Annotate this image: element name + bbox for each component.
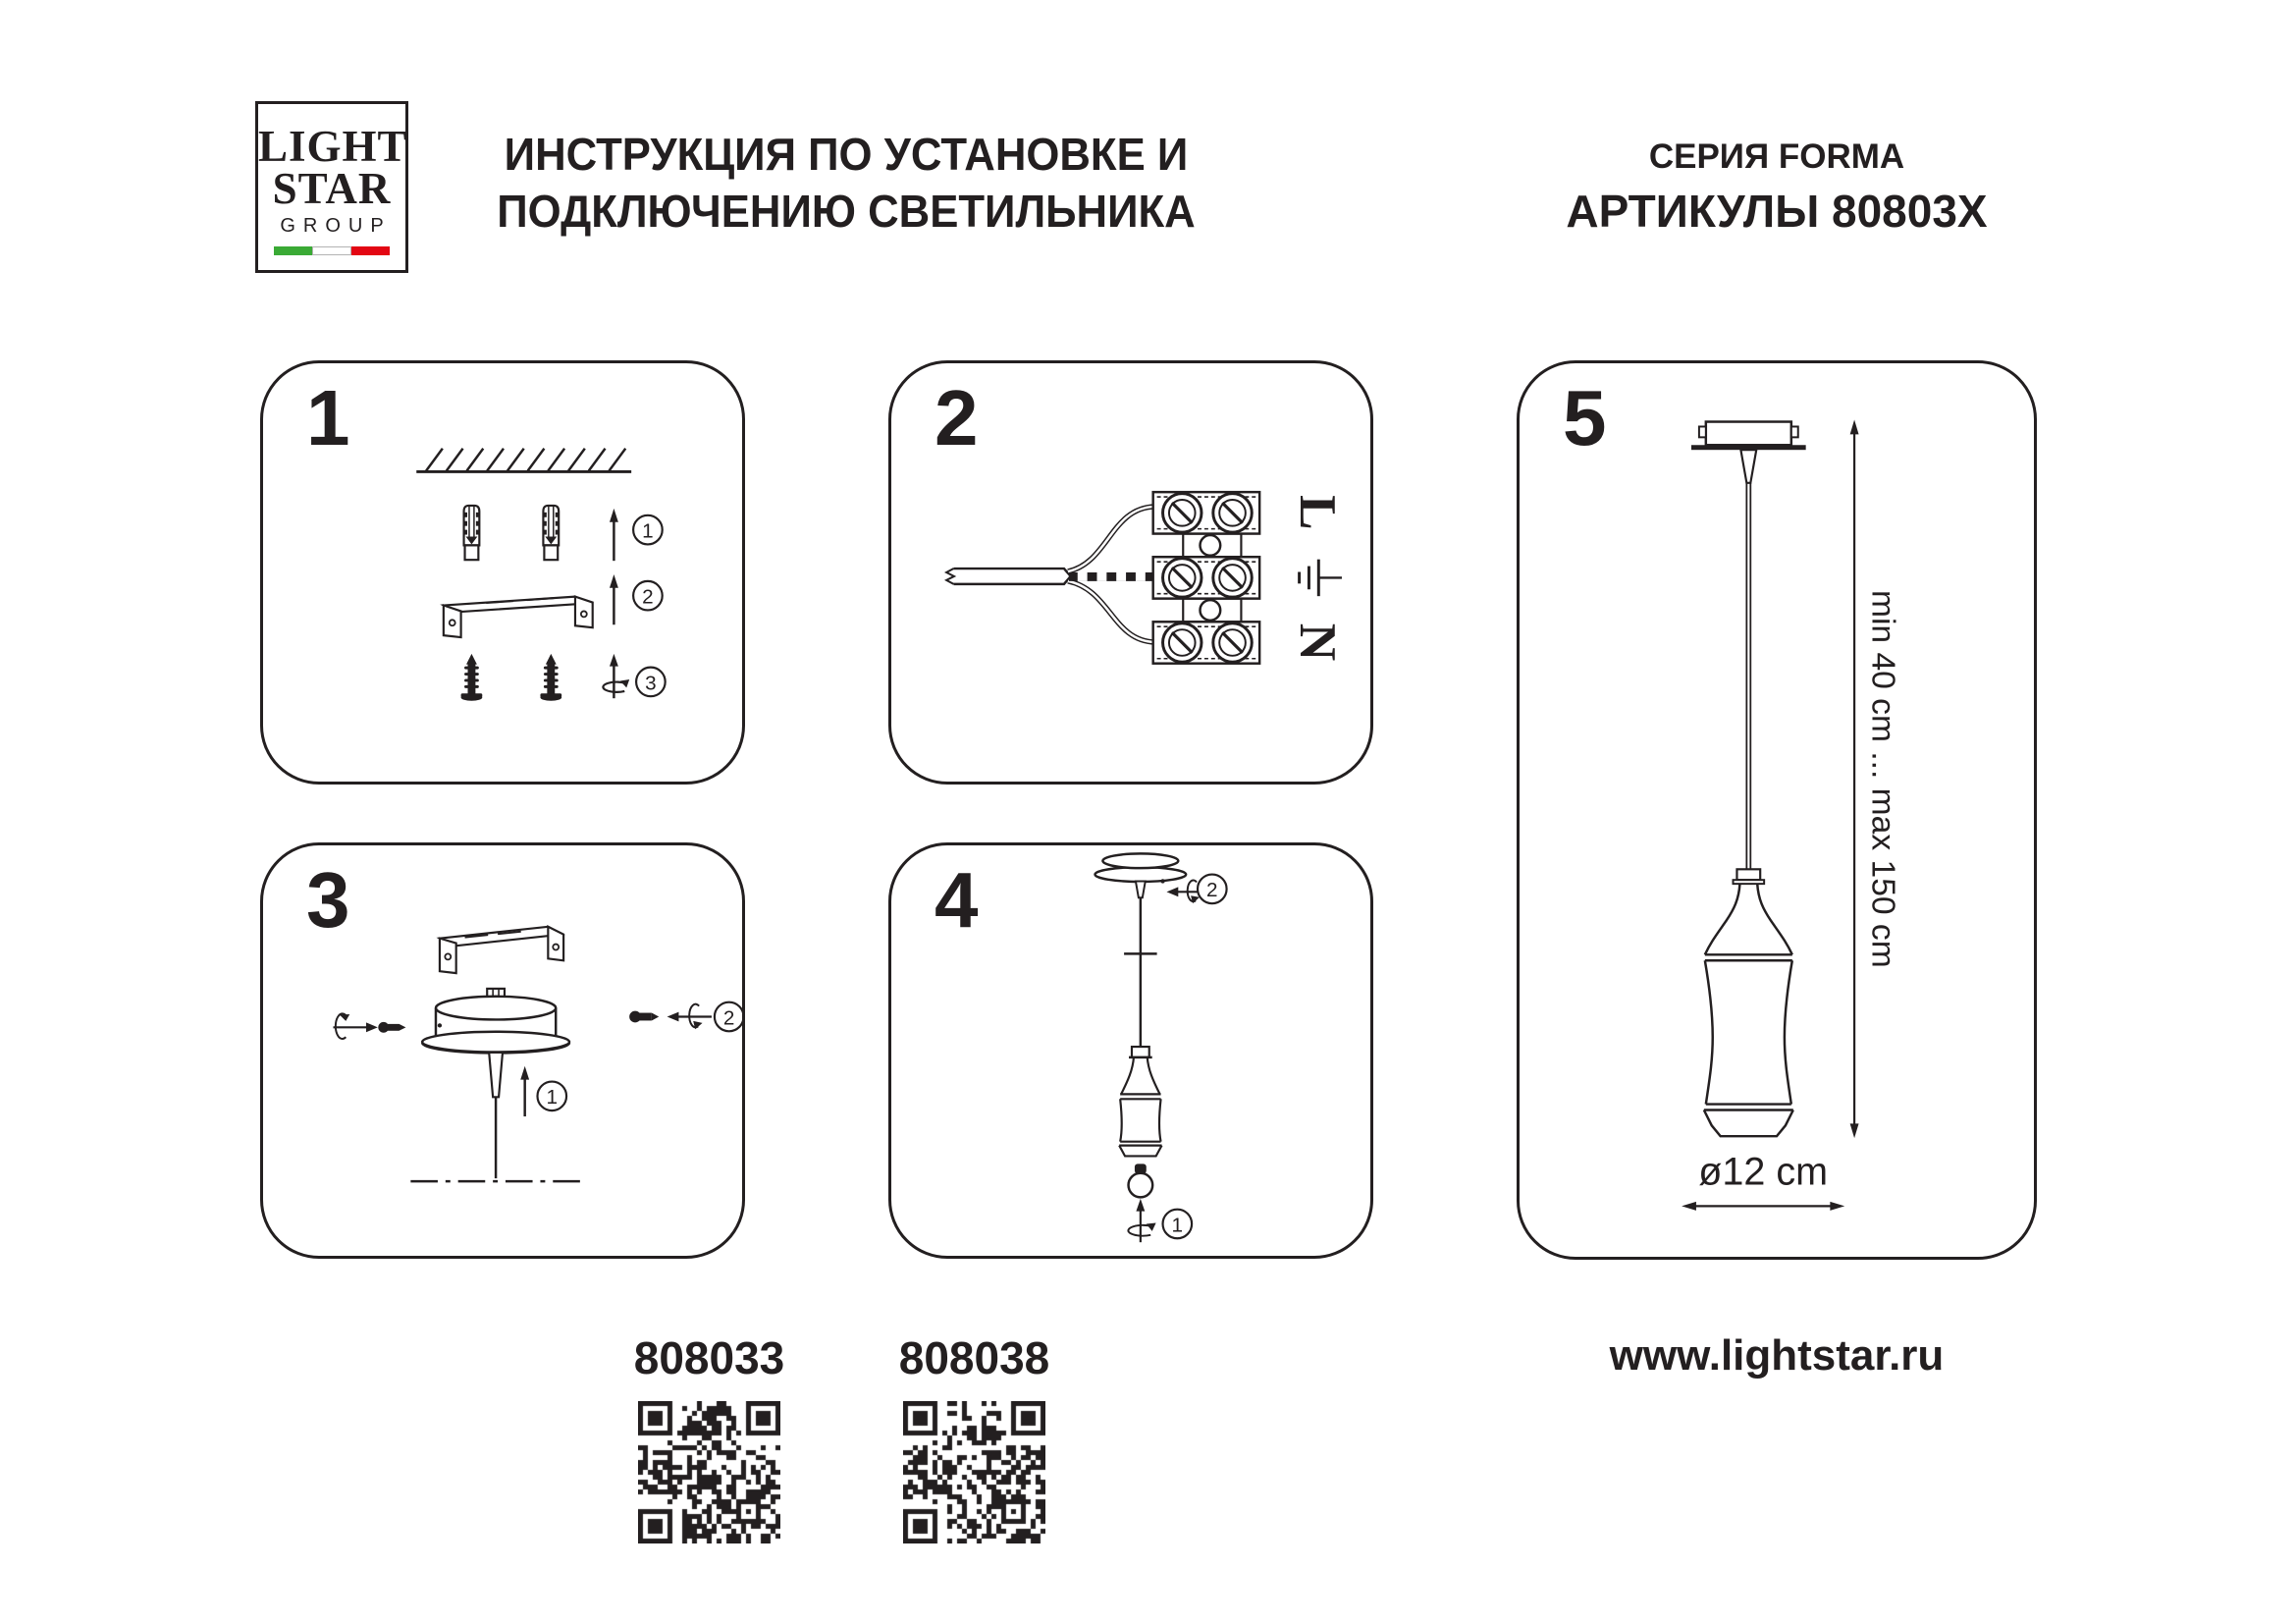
svg-text:2: 2 [722,1006,735,1030]
mounting-bracket-icon [440,927,563,973]
italian-flag-icon [274,246,390,255]
panel-step-2 [888,360,1373,785]
wire-live-icon [1068,507,1155,571]
screw-rotate-icon [603,654,629,698]
logo-star: STAR [272,164,392,213]
website-url: www.lightstar.ru [1609,1331,1945,1380]
wall-anchor-icon [464,506,480,560]
panel-1-diagram [263,363,742,782]
step-2-badge [633,581,663,611]
svg-text:1: 1 [1171,1214,1184,1237]
lamp-shade-icon [1119,1047,1161,1156]
height-range-label: min 40 cm ... max 150 cm [1864,589,1901,968]
step-1-badge [633,515,663,545]
title-line-2: ПОДКЛЮЧЕНИЮ СВЕТИЛЬНИКА [497,186,1196,237]
logo-group: GROUP [280,215,392,237]
diameter-label: ø12 cm [1698,1150,1829,1194]
panel-3-diagram [263,845,742,1256]
panel-1-number: 1 [306,374,350,461]
qr-code [638,1401,780,1543]
lightstar-logo [255,101,408,273]
lamp-shade-icon [1704,869,1793,1136]
light-bulb-icon [1129,1164,1153,1197]
panel-step-1 [260,360,745,785]
panel-3-number: 3 [306,856,350,944]
series-label: СЕРИЯ FORMA [1648,137,1905,176]
qr-code [903,1401,1045,1543]
screw-rotate-icon [333,1013,377,1039]
suspension-cord-icon [1746,483,1750,869]
svg-text:3: 3 [645,672,657,695]
panel-step-3 [260,842,745,1259]
canopy-icon [1691,422,1806,483]
screw-icon [378,1022,405,1033]
suspension-cord-icon [1124,897,1157,1047]
power-cable-icon [946,568,1070,584]
screw-rotate-icon [667,1004,712,1030]
wire-neutral-icon [1068,581,1155,642]
page-title [427,126,1266,240]
panel-5-diagram [1520,363,2034,1257]
terminal-label-neutral: N [1288,623,1347,662]
panel-step-5 [1517,360,2037,1260]
panel-step-4 [888,842,1373,1259]
screw-icon [629,1011,659,1023]
step-1-badge [1163,1210,1193,1239]
ceiling-hatch-icon [416,449,631,472]
panel-5-number: 5 [1563,374,1607,461]
wall-anchor-icon [543,506,559,560]
terminal-block [1153,492,1259,533]
mounting-bracket-icon [444,597,593,637]
logo-light: LIGHT [258,122,408,171]
arrow-up-icon [520,1066,529,1116]
ground-symbol-icon [1300,560,1342,596]
articles-label: АРТИКУЛЫ 80803X [1566,186,1988,237]
panel-2-number: 2 [934,374,979,461]
arrow-up-icon [610,574,618,624]
svg-text:1: 1 [546,1086,559,1110]
svg-text:2: 2 [1206,879,1218,902]
svg-text:2: 2 [642,585,654,609]
step-1-badge [537,1082,566,1111]
terminal-block [1153,557,1259,598]
terminal-label-live: L [1288,495,1347,530]
article-code-2: 808038 [898,1332,1050,1383]
screw-icon [540,654,561,701]
arrow-up-icon [610,509,618,561]
title-line-1: ИНСТРУКЦИЯ ПО УСТАНОВКЕ И [504,129,1189,180]
panel-4-diagram [891,845,1370,1256]
screw-icon [461,654,483,701]
panel-4-number: 4 [934,856,979,944]
step-3-badge [636,668,666,697]
step-2-badge [1198,875,1227,904]
panel-2-diagram [891,363,1370,782]
article-code-1: 808033 [633,1332,785,1383]
wire-earth-striped-icon [1069,572,1154,581]
step-2-badge [715,1002,742,1032]
terminal-block [1153,622,1259,663]
diameter-dimension-arrow [1682,1202,1844,1211]
svg-text:1: 1 [642,519,654,543]
bulb-rotate-icon [1128,1199,1155,1242]
height-dimension-arrow [1850,420,1859,1139]
